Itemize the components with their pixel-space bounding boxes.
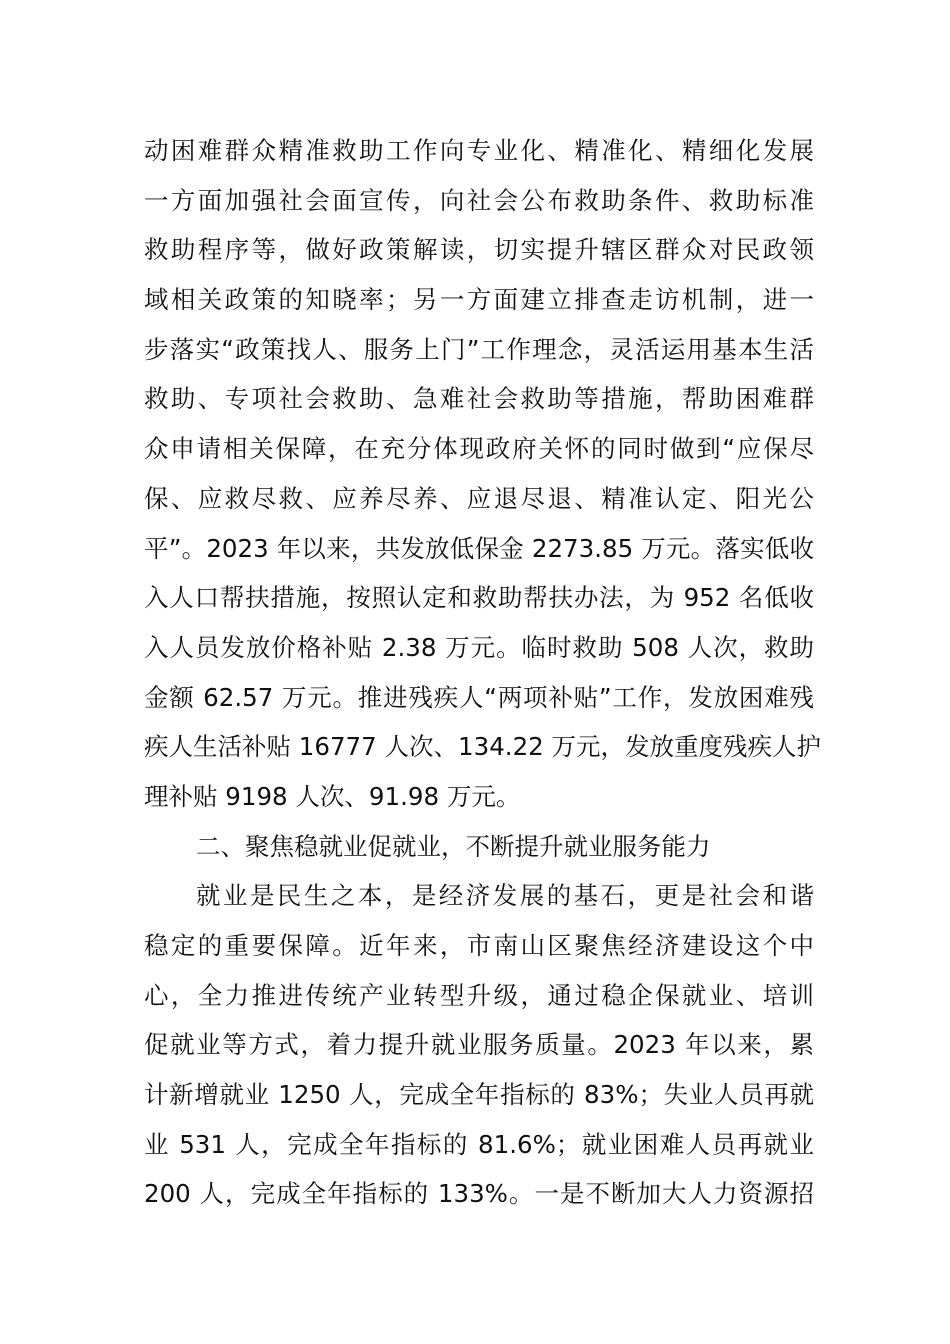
body-line: 计新增就业 1250 人，完成全年指标的 83%；失业人员再就 <box>144 1080 814 1110</box>
body-line: 促就业等方式，着力提升就业服务质量。2023 年以来，累 <box>144 1030 814 1060</box>
body-line: 平”。2023 年以来，共发放低保金 2273.85 万元。落实低收 <box>144 533 814 563</box>
body-line: 心，全力推进传统产业转型升级，通过稳企保就业、培训 <box>144 980 814 1010</box>
body-line: 疾人生活补贴 16777 人次、134.22 万元，发放重度残疾人护 <box>144 732 822 762</box>
body-line: 保、应救尽救、应养尽养、应退尽退、精准认定、阳光公 <box>144 483 814 513</box>
body-line: 步落实“政策找人、服务上门”工作理念，灵活运用基本生活 <box>144 334 814 364</box>
body-line: 就业是民生之本，是经济发展的基石，更是社会和谐 <box>196 881 814 911</box>
body-line: 稳定的重要保障。近年来，市南山区聚焦经济建设这个中 <box>144 931 814 960</box>
body-line: 众申请相关保障，在充分体现政府关怀的同时做到“应保尽 <box>144 434 814 464</box>
body-line: 200 人，完成全年指标的 133%。一是不断加大人力资源招 <box>144 1179 814 1209</box>
body-line: 域相关政策的知晓率；另一方面建立排查走访机制，进一 <box>144 285 814 315</box>
body-line: 一方面加强社会面宣传，向社会公布救助条件、救助标准 <box>144 185 814 215</box>
body-line: 救助、专项社会救助、急难社会救助等措施，帮助困难群 <box>144 384 814 414</box>
body-line: 金额 62.57 万元。推进残疾人“两项补贴”工作，发放困难残 <box>144 682 814 712</box>
body-line: 业 531 人，完成全年指标的 81.6%；就业困难人员再就业 <box>144 1129 814 1159</box>
body-line: 入人员发放价格补贴 2.38 万元。临时救助 508 人次，救助 <box>144 632 814 662</box>
body-line: 救助程序等，做好政策解读，切实提升辖区群众对民政领 <box>144 235 814 265</box>
body-line: 动困难群众精准救助工作向专业化、精准化、精细化发展 <box>144 136 814 165</box>
body-line: 入人口帮扶措施，按照认定和救助帮扶办法，为 952 名低收 <box>144 583 814 613</box>
body-line: 理补贴 9198 人次、91.98 万元。 <box>144 781 521 811</box>
document-body <box>144 126 822 1219</box>
section-heading: 二、聚焦稳就业促就业，不断提升就业服务能力 <box>196 831 711 861</box>
